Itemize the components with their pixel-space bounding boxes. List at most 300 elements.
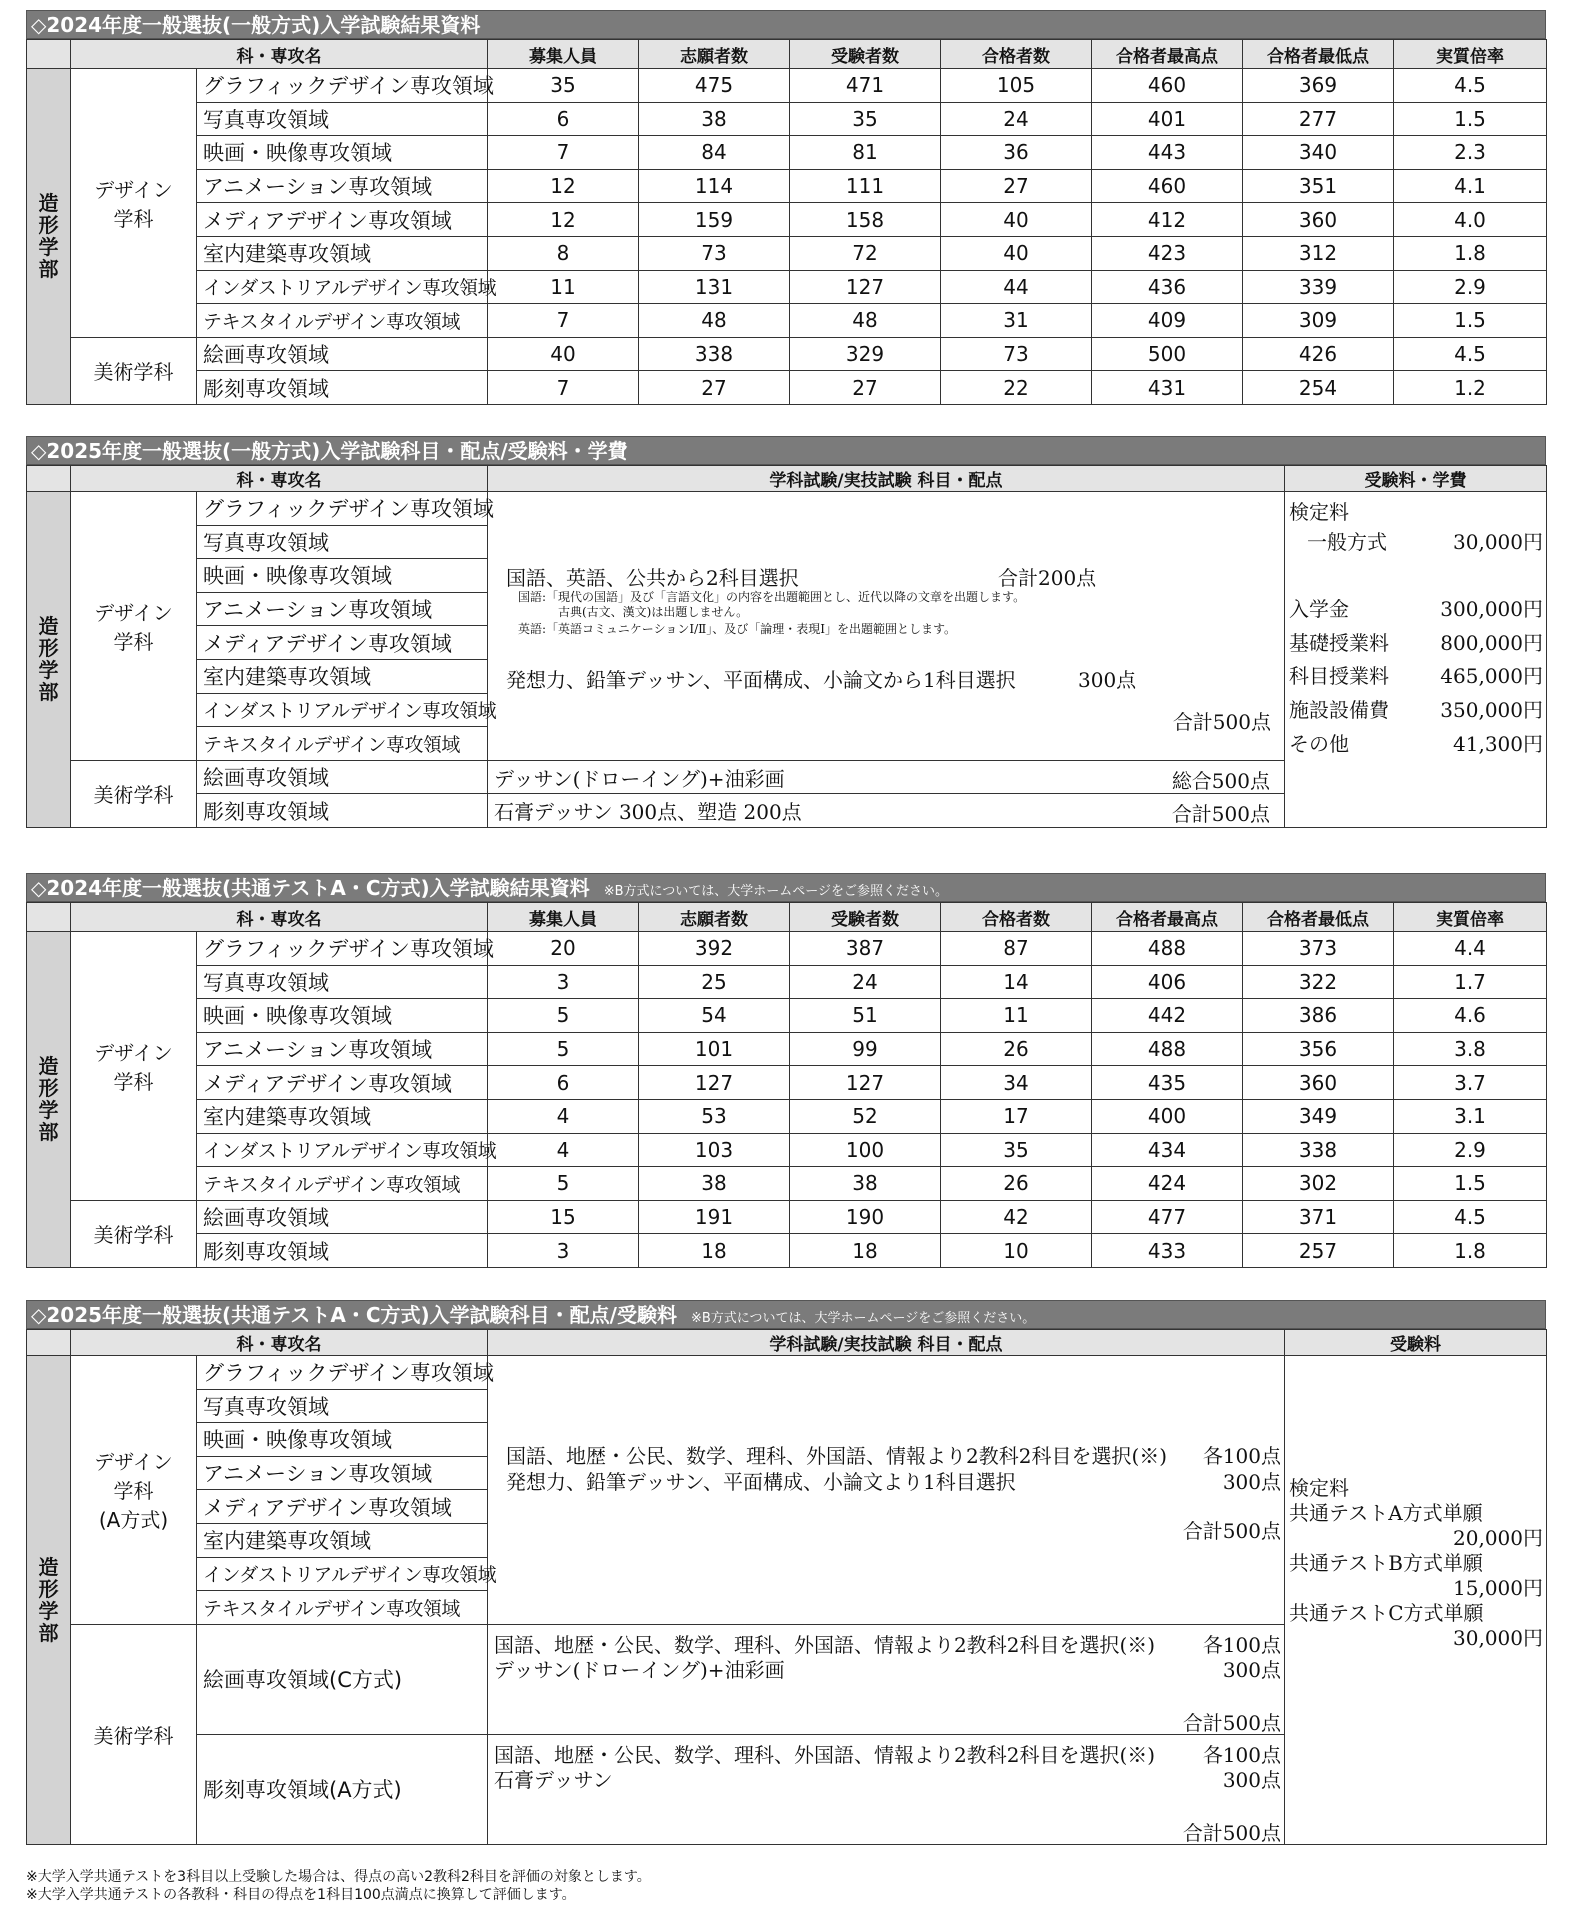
value-cell: 27 [941, 169, 1092, 203]
value-cell: 2.9 [1394, 270, 1547, 304]
exam-line: 発想力、鉛筆デッサン、平面構成、小論文より1科目選択 [506, 1470, 1016, 1494]
value-cell: 7 [488, 136, 639, 170]
value-cell: 24 [790, 965, 941, 999]
section-title: ◇2025年度一般選抜(一般方式)入学試験科目・配点/受験料・学費 [26, 436, 1546, 465]
value-cell: 53 [639, 1099, 790, 1133]
value-cell: 27 [790, 371, 941, 405]
major-name: 写真専攻領域 [197, 102, 488, 136]
col-exam: 学科試験/実技試験 科目・配点 [488, 466, 1285, 492]
value-cell: 35 [488, 69, 639, 103]
major-name: インダストリアルデザイン専攻領域 [197, 693, 488, 727]
exam-line: 国語、英語、公共から2科目選択 [506, 566, 799, 590]
exam-points: 300点 [1222, 1470, 1281, 1494]
fee-value: 350,000円 [1440, 698, 1543, 722]
value-cell: 392 [639, 932, 790, 966]
value-cell: 51 [790, 999, 941, 1033]
value-cell: 40 [488, 337, 639, 371]
design-dept: デザイン 学科 [71, 492, 197, 761]
major-name: 彫刻専攻領域 [197, 794, 488, 828]
exam-total: 合計500点 [1182, 1519, 1281, 1543]
value-cell: 4.5 [1394, 337, 1547, 371]
design-dept: デザイン 学科 [71, 69, 197, 338]
footnote: ※大学入学共通テストの各教科・科目の得点を1科目100点満点に換算して評価します。 [26, 1887, 576, 1903]
value-cell: 73 [639, 236, 790, 270]
exam-total: 合計500点 [1172, 710, 1271, 734]
value-cell: 477 [1092, 1200, 1243, 1234]
col-header: 合格者最低点 [1243, 40, 1394, 69]
value-cell: 8 [488, 236, 639, 270]
table-row [27, 136, 1547, 170]
value-cell: 4 [488, 1133, 639, 1167]
table-row [27, 304, 1547, 338]
value-cell: 4.4 [1394, 932, 1547, 966]
value-cell: 20 [488, 932, 639, 966]
value-cell: 54 [639, 999, 790, 1033]
value-cell: 1.5 [1394, 102, 1547, 136]
table-row [27, 965, 1547, 999]
value-cell: 460 [1092, 69, 1243, 103]
exam-note: 古典(古文、漢文)は出題しません。 [558, 605, 749, 619]
fee-label: 共通テストC方式単願 [1289, 1601, 1484, 1625]
exam-points: 各100点 [1202, 1444, 1281, 1468]
value-cell: 3 [488, 1234, 639, 1268]
exam-line: デッサン(ドローイング)+油彩画 [494, 1657, 785, 1682]
value-cell: 105 [941, 69, 1092, 103]
paint-exam-cell [488, 1624, 1285, 1734]
value-cell: 159 [639, 203, 790, 237]
value-cell: 111 [790, 169, 941, 203]
value-cell: 423 [1092, 236, 1243, 270]
major-name: テキスタイルデザイン専攻領域 [197, 1591, 488, 1625]
exam-line: 石膏デッサン [494, 1767, 613, 1792]
design-exam-cell [488, 1356, 1285, 1625]
exam-total: 合計500点 [1182, 1710, 1281, 1735]
design-dept: デザイン 学科 (A方式) [71, 1356, 197, 1625]
fee-value: 20,000円 [1453, 1526, 1543, 1550]
major-name: テキスタイルデザイン専攻領域 [197, 1167, 488, 1201]
value-cell: 114 [639, 169, 790, 203]
major-name: メディアデザイン専攻領域 [197, 1490, 488, 1524]
value-cell: 340 [1243, 136, 1394, 170]
fee-cell [1285, 492, 1547, 828]
col-exam: 学科試験/実技試験 科目・配点 [488, 1330, 1285, 1356]
value-cell: 38 [790, 1167, 941, 1201]
value-cell: 369 [1243, 69, 1394, 103]
major-name: 絵画専攻領域(C方式) [197, 1624, 488, 1734]
fee-value: 30,000円 [1453, 1626, 1543, 1650]
value-cell: 360 [1243, 1066, 1394, 1100]
results-table [26, 902, 1547, 1268]
value-cell: 3 [488, 965, 639, 999]
header-blank [27, 40, 71, 69]
col-header: 実質倍率 [1394, 903, 1547, 932]
col-header: 志願者数 [639, 903, 790, 932]
value-cell: 3.8 [1394, 1032, 1547, 1066]
value-cell: 17 [941, 1099, 1092, 1133]
section-title: ◇2025年度一般選抜(共通テストA・C方式)入学試験科目・配点/受験料 ※B方式については、大学ホームページをご参照ください。 [26, 1300, 1546, 1329]
exam-points: 300点 [1222, 1767, 1281, 1792]
value-cell: 338 [639, 337, 790, 371]
major-name: アニメーション専攻領域 [197, 592, 488, 626]
table-row [27, 270, 1547, 304]
value-cell: 40 [941, 236, 1092, 270]
major-name: インダストリアルデザイン専攻領域 [197, 1133, 488, 1167]
value-cell: 52 [790, 1099, 941, 1133]
value-cell: 1.8 [1394, 1234, 1547, 1268]
col-fee: 受験料 [1285, 1330, 1547, 1356]
value-cell: 12 [488, 169, 639, 203]
value-cell: 42 [941, 1200, 1092, 1234]
value-cell: 1.5 [1394, 304, 1547, 338]
value-cell: 373 [1243, 932, 1394, 966]
major-name: 室内建築専攻領域 [197, 1099, 488, 1133]
value-cell: 73 [941, 337, 1092, 371]
section-title: ◇2024年度一般選抜(共通テストA・C方式)入学試験結果資料 ※B方式については、大学ホームページをご参照ください。 [26, 873, 1546, 902]
subjects-2025-common [26, 1300, 1546, 1845]
exam-points: 300点 [1222, 1657, 1281, 1682]
major-name: テキスタイルデザイン専攻領域 [197, 304, 488, 338]
value-cell: 11 [488, 270, 639, 304]
table-row [27, 999, 1547, 1033]
table-row [27, 1032, 1547, 1066]
value-cell: 38 [639, 1167, 790, 1201]
table-row [27, 371, 1547, 405]
value-cell: 48 [790, 304, 941, 338]
value-cell: 26 [941, 1167, 1092, 1201]
fee-label: 共通テストA方式単願 [1289, 1501, 1483, 1525]
value-cell: 1.2 [1394, 371, 1547, 405]
value-cell: 460 [1092, 169, 1243, 203]
major-name: インダストリアルデザイン専攻領域 [197, 1557, 488, 1591]
design-exam-cell [488, 492, 1285, 761]
value-cell: 87 [941, 932, 1092, 966]
fee-value: 15,000円 [1453, 1576, 1543, 1600]
results-2024-common [26, 873, 1546, 1268]
table-row [27, 1133, 1547, 1167]
fee-value: 41,300円 [1453, 732, 1543, 756]
value-cell: 10 [941, 1234, 1092, 1268]
major-name: テキスタイルデザイン専攻領域 [197, 727, 488, 761]
col-header: 志願者数 [639, 40, 790, 69]
value-cell: 4 [488, 1099, 639, 1133]
art-dept: 美術学科 [71, 337, 197, 404]
fee-value: 300,000円 [1440, 597, 1543, 621]
value-cell: 387 [790, 932, 941, 966]
value-cell: 2.9 [1394, 1133, 1547, 1167]
subjects-2025-general [26, 436, 1546, 828]
section-title: ◇2024年度一般選抜(一般方式)入学試験結果資料 [26, 10, 1546, 39]
table-row [27, 337, 1547, 371]
value-cell: 442 [1092, 999, 1243, 1033]
table-row [27, 236, 1547, 270]
value-cell: 24 [941, 102, 1092, 136]
value-cell: 1.7 [1394, 965, 1547, 999]
value-cell: 35 [790, 102, 941, 136]
value-cell: 22 [941, 371, 1092, 405]
value-cell: 434 [1092, 1133, 1243, 1167]
value-cell: 6 [488, 1066, 639, 1100]
major-name: 写真専攻領域 [197, 525, 488, 559]
value-cell: 322 [1243, 965, 1394, 999]
exam-line: 発想力、鉛筆デッサン、平面構成、小論文から1科目選択 [506, 668, 1016, 692]
value-cell: 12 [488, 203, 639, 237]
value-cell: 435 [1092, 1066, 1243, 1100]
exam-points: 300点 [1078, 668, 1137, 692]
col-header: 合格者最高点 [1092, 903, 1243, 932]
value-cell: 426 [1243, 337, 1394, 371]
table-row [27, 1167, 1547, 1201]
value-cell: 349 [1243, 1099, 1394, 1133]
value-cell: 4.6 [1394, 999, 1547, 1033]
value-cell: 158 [790, 203, 941, 237]
value-cell: 48 [639, 304, 790, 338]
table-row [27, 932, 1547, 966]
faculty-cell: 造形学部 [27, 1356, 71, 1845]
value-cell: 99 [790, 1032, 941, 1066]
col-header: 合格者数 [941, 903, 1092, 932]
value-cell: 471 [790, 69, 941, 103]
value-cell: 257 [1243, 1234, 1394, 1268]
art-dept: 美術学科 [71, 1624, 197, 1844]
col-major: 科・専攻名 [71, 1330, 488, 1356]
exam-line: 国語、地歴・公民、数学、理科、外国語、情報より2教科2科目を選択(※) [506, 1444, 1168, 1468]
value-cell: 371 [1243, 1200, 1394, 1234]
fee-value: 30,000円 [1453, 530, 1543, 554]
major-name: 彫刻専攻領域 [197, 371, 488, 405]
value-cell: 3.1 [1394, 1099, 1547, 1133]
value-cell: 15 [488, 1200, 639, 1234]
value-cell: 100 [790, 1133, 941, 1167]
results-2024-general [26, 10, 1546, 405]
table-row [27, 1099, 1547, 1133]
col-major: 科・専攻名 [71, 40, 488, 69]
art-dept: 美術学科 [71, 760, 197, 827]
col-header: 合格者数 [941, 40, 1092, 69]
col-header: 募集人員 [488, 40, 639, 69]
value-cell: 4.5 [1394, 69, 1547, 103]
value-cell: 277 [1243, 102, 1394, 136]
fee-cell [1285, 1356, 1547, 1845]
major-name: 室内建築専攻領域 [197, 659, 488, 693]
value-cell: 329 [790, 337, 941, 371]
value-cell: 44 [941, 270, 1092, 304]
major-name: 絵画専攻領域 [197, 760, 488, 794]
value-cell: 4.1 [1394, 169, 1547, 203]
major-name: メディアデザイン専攻領域 [197, 1066, 488, 1100]
value-cell: 406 [1092, 965, 1243, 999]
sculpt-exam-cell [488, 794, 1285, 828]
value-cell: 254 [1243, 371, 1394, 405]
exam-points: 各100点 [1202, 1632, 1281, 1657]
major-name: 映画・映像専攻領域 [197, 136, 488, 170]
value-cell: 11 [941, 999, 1092, 1033]
major-name: 映画・映像専攻領域 [197, 559, 488, 593]
value-cell: 38 [639, 102, 790, 136]
fee-label: 一般方式 [1307, 530, 1387, 554]
major-name: 彫刻専攻領域 [197, 1234, 488, 1268]
sculpt-exam-cell [488, 1734, 1285, 1844]
value-cell: 400 [1092, 1099, 1243, 1133]
faculty-cell: 造形学部 [27, 932, 71, 1268]
value-cell: 6 [488, 102, 639, 136]
value-cell: 18 [790, 1234, 941, 1268]
value-cell: 4.0 [1394, 203, 1547, 237]
value-cell: 14 [941, 965, 1092, 999]
value-cell: 25 [639, 965, 790, 999]
value-cell: 488 [1092, 1032, 1243, 1066]
value-cell: 40 [941, 203, 1092, 237]
exam-total: 合計500点 [1171, 802, 1270, 827]
major-name: 絵画専攻領域 [197, 337, 488, 371]
fee-label: 施設設備費 [1289, 698, 1389, 722]
footnote: ※大学入学共通テストを3科目以上受験した場合は、得点の高い2教科2科目を評価の対象とします。 [26, 1869, 651, 1885]
col-header: 実質倍率 [1394, 40, 1547, 69]
design-dept: デザイン 学科 [71, 932, 197, 1201]
col-header: 募集人員 [488, 903, 639, 932]
exam-note: 国語:「現代の国語」及び「言語文化」の内容を出題範囲とし、近代以降の文章を出題します。 [518, 590, 1026, 604]
value-cell: 488 [1092, 932, 1243, 966]
value-cell: 18 [639, 1234, 790, 1268]
value-cell: 401 [1092, 102, 1243, 136]
major-name: アニメーション専攻領域 [197, 1456, 488, 1490]
value-cell: 409 [1092, 304, 1243, 338]
value-cell: 36 [941, 136, 1092, 170]
value-cell: 31 [941, 304, 1092, 338]
value-cell: 7 [488, 371, 639, 405]
subjects-table [26, 1329, 1547, 1845]
value-cell: 35 [941, 1133, 1092, 1167]
major-name: メディアデザイン専攻領域 [197, 203, 488, 237]
value-cell: 475 [639, 69, 790, 103]
value-cell: 424 [1092, 1167, 1243, 1201]
value-cell: 127 [790, 270, 941, 304]
col-major: 科・専攻名 [71, 466, 488, 492]
major-name: 写真専攻領域 [197, 965, 488, 999]
value-cell: 72 [790, 236, 941, 270]
value-cell: 191 [639, 1200, 790, 1234]
value-cell: 190 [790, 1200, 941, 1234]
results-table [26, 39, 1547, 405]
fee-label: 入学金 [1289, 597, 1349, 621]
value-cell: 302 [1243, 1167, 1394, 1201]
exam-points: 合計200点 [998, 566, 1097, 590]
subjects-table [26, 465, 1547, 828]
major-name: 室内建築専攻領域 [197, 1523, 488, 1557]
table-row [27, 1200, 1547, 1234]
table-row [27, 69, 1547, 103]
value-cell: 131 [639, 270, 790, 304]
major-name: 映画・映像専攻領域 [197, 1423, 488, 1457]
exam-note: 英語:「英語コミュニケーションⅠ/Ⅱ」、及び「論理・表現Ⅰ」を出題範囲とします。 [518, 622, 957, 636]
value-cell: 5 [488, 1167, 639, 1201]
paint-exam-cell [488, 760, 1285, 794]
value-cell: 309 [1243, 304, 1394, 338]
value-cell: 338 [1243, 1133, 1394, 1167]
major-name: グラフィックデザイン専攻領域 [197, 492, 488, 526]
fee-label: 共通テストB方式単願 [1289, 1551, 1483, 1575]
value-cell: 4.5 [1394, 1200, 1547, 1234]
major-name: アニメーション専攻領域 [197, 1032, 488, 1066]
value-cell: 26 [941, 1032, 1092, 1066]
fee-label: 検定料 [1289, 1476, 1349, 1500]
major-name: 室内建築専攻領域 [197, 236, 488, 270]
exam-total: 合計500点 [1182, 1820, 1281, 1845]
exam-total: 総合500点 [1171, 768, 1270, 793]
value-cell: 27 [639, 371, 790, 405]
value-cell: 7 [488, 304, 639, 338]
col-header: 合格者最低点 [1243, 903, 1394, 932]
value-cell: 436 [1092, 270, 1243, 304]
col-major: 科・専攻名 [71, 903, 488, 932]
table-row [27, 1234, 1547, 1268]
value-cell: 386 [1243, 999, 1394, 1033]
value-cell: 5 [488, 1032, 639, 1066]
major-name: インダストリアルデザイン専攻領域 [197, 270, 488, 304]
table-row [27, 169, 1547, 203]
faculty-cell: 造形学部 [27, 492, 71, 828]
art-dept: 美術学科 [71, 1200, 197, 1267]
major-name: 彫刻専攻領域(A方式) [197, 1734, 488, 1844]
value-cell: 5 [488, 999, 639, 1033]
major-name: アニメーション専攻領域 [197, 169, 488, 203]
col-header: 合格者最高点 [1092, 40, 1243, 69]
value-cell: 84 [639, 136, 790, 170]
value-cell: 127 [790, 1066, 941, 1100]
value-cell: 360 [1243, 203, 1394, 237]
exam-line: デッサン(ドローイング)+油彩画 [494, 766, 785, 791]
fee-label: その他 [1289, 732, 1349, 756]
major-name: グラフィックデザイン専攻領域 [197, 69, 488, 103]
value-cell: 351 [1243, 169, 1394, 203]
fee-value: 465,000円 [1440, 664, 1543, 688]
value-cell: 34 [941, 1066, 1092, 1100]
exam-line: 石膏デッサン 300点、塑造 200点 [494, 800, 802, 825]
value-cell: 433 [1092, 1234, 1243, 1268]
table-row [27, 102, 1547, 136]
major-name: グラフィックデザイン専攻領域 [197, 932, 488, 966]
value-cell: 500 [1092, 337, 1243, 371]
faculty-cell: 造形学部 [27, 69, 71, 405]
value-cell: 101 [639, 1032, 790, 1066]
value-cell: 3.7 [1394, 1066, 1547, 1100]
value-cell: 412 [1092, 203, 1243, 237]
value-cell: 356 [1243, 1032, 1394, 1066]
col-header: 受験者数 [790, 40, 941, 69]
col-fee: 受験料・学費 [1285, 466, 1547, 492]
major-name: 写真専攻領域 [197, 1389, 488, 1423]
fee-label: 検定料 [1289, 500, 1349, 524]
col-header: 受験者数 [790, 903, 941, 932]
value-cell: 81 [790, 136, 941, 170]
major-name: メディアデザイン専攻領域 [197, 626, 488, 660]
exam-line: 国語、地歴・公民、数学、理科、外国語、情報より2教科2科目を選択(※) [494, 1632, 1156, 1657]
fee-label: 基礎授業料 [1289, 631, 1389, 655]
value-cell: 431 [1092, 371, 1243, 405]
value-cell: 127 [639, 1066, 790, 1100]
header-blank [27, 903, 71, 932]
table-row [27, 203, 1547, 237]
major-name: 絵画専攻領域 [197, 1200, 488, 1234]
value-cell: 1.8 [1394, 236, 1547, 270]
major-name: グラフィックデザイン専攻領域 [197, 1356, 488, 1390]
value-cell: 103 [639, 1133, 790, 1167]
exam-line: 国語、地歴・公民、数学、理科、外国語、情報より2教科2科目を選択(※) [494, 1742, 1156, 1767]
table-row [27, 1066, 1547, 1100]
exam-points: 各100点 [1202, 1742, 1281, 1767]
fee-label: 科目授業料 [1289, 664, 1389, 688]
value-cell: 312 [1243, 236, 1394, 270]
major-name: 映画・映像専攻領域 [197, 999, 488, 1033]
